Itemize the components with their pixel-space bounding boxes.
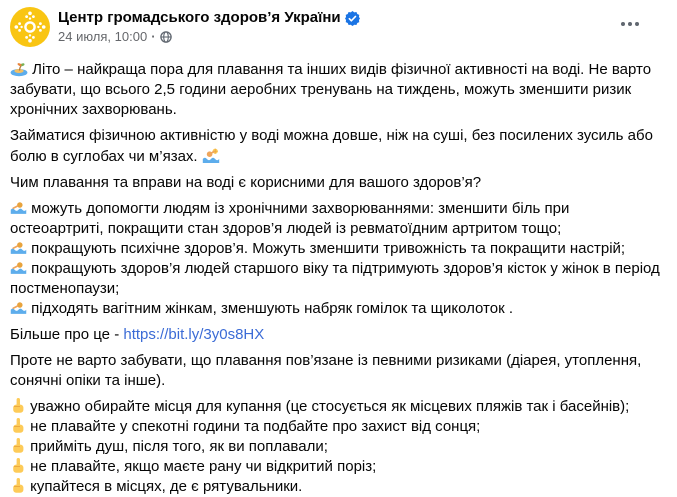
list-item: покращують здоров’я людей старшого віку та підтримують здоров’я кісток у жінок в період постменопаузи; xyxy=(10,260,660,297)
list-item: уважно обирайте місця для купання (це стосується як місцевих пляжів так і басейнів); xyxy=(10,397,667,417)
index-pointing-up-icon xyxy=(10,417,26,434)
post-body xyxy=(0,47,677,497)
paragraph-question: Чим плавання та вправи на воді є корисними для вашого здоров’я? xyxy=(10,174,482,191)
name-row xyxy=(58,9,360,26)
post-text-activity: Займатися фізичною активністю у воді можна довше, ніж на суші, без посилених зусиль або болю в суглобах чи м’язах. xyxy=(10,127,653,165)
list-item: купайтеся в місцях, де є рятувальники. xyxy=(10,477,667,497)
benefits-list xyxy=(10,199,667,319)
index-pointing-up-icon xyxy=(10,397,26,414)
paragraph-more xyxy=(10,325,667,345)
post-text-intro: Літо – найкраща пора для плавання та інших видів фізичної активності на воді. Не варто забувати, що всього 2,5 години аеробних тренувань на тиждень, можуть зменшити ризик хронічних захворювань. xyxy=(10,61,652,118)
list-item: покращують психічне здоров’я. Можуть зменшити тривожність та покращити настрій; xyxy=(10,239,667,259)
list-item: можуть допомогти людям із хронічними захворюваннями: зменшити біль при остеоартриті, покращити стан здоров’я людей із ревматоїдним артритом тощо; xyxy=(10,200,570,237)
swimmer-icon xyxy=(10,259,27,276)
page-name[interactable]: Центр громадського здоров’я України xyxy=(58,9,341,26)
post-link[interactable]: https://bit.ly/3y0s8HX xyxy=(123,326,265,343)
meta-separator: · xyxy=(151,29,156,44)
swimmer-icon xyxy=(10,199,27,216)
list-item: підходять вагітним жінкам, зменшують набряк гомілок та щиколоток . xyxy=(10,299,667,319)
header-text xyxy=(58,7,360,44)
list-item: не плавайте у спекотні години та подбайте про захист від сонця; xyxy=(10,417,667,437)
post-options-button[interactable] xyxy=(619,16,641,32)
avatar[interactable] xyxy=(10,7,50,47)
verified-badge-icon xyxy=(345,11,360,26)
water-polo-icon xyxy=(202,146,220,164)
more-label: Більше про це - xyxy=(10,326,120,343)
list-item: прийміть душ, після того, як ви поплавали; xyxy=(10,437,667,457)
tips-list xyxy=(10,397,667,497)
ellipsis-icon xyxy=(621,22,625,26)
swimmer-icon xyxy=(10,299,27,316)
paragraph-risks: Проте не варто забувати, що плавання пов’язане із певними ризиками (діарея, утоплення, сонячні опіки та інше). xyxy=(10,352,642,389)
timestamp[interactable]: 24 июля, 10:00 xyxy=(58,29,148,44)
index-pointing-up-icon xyxy=(10,457,26,474)
desert-island-icon xyxy=(10,59,28,77)
paragraph-intro xyxy=(10,59,667,120)
post-meta xyxy=(58,29,360,44)
page-logo-icon xyxy=(10,7,50,47)
paragraph-activity xyxy=(10,126,667,167)
public-globe-icon xyxy=(160,31,172,43)
post-header xyxy=(0,0,677,47)
swimmer-icon xyxy=(10,239,27,256)
index-pointing-up-icon xyxy=(10,437,26,454)
list-item: не плавайте, якщо маєте рану чи відкритий поріз; xyxy=(10,457,667,477)
